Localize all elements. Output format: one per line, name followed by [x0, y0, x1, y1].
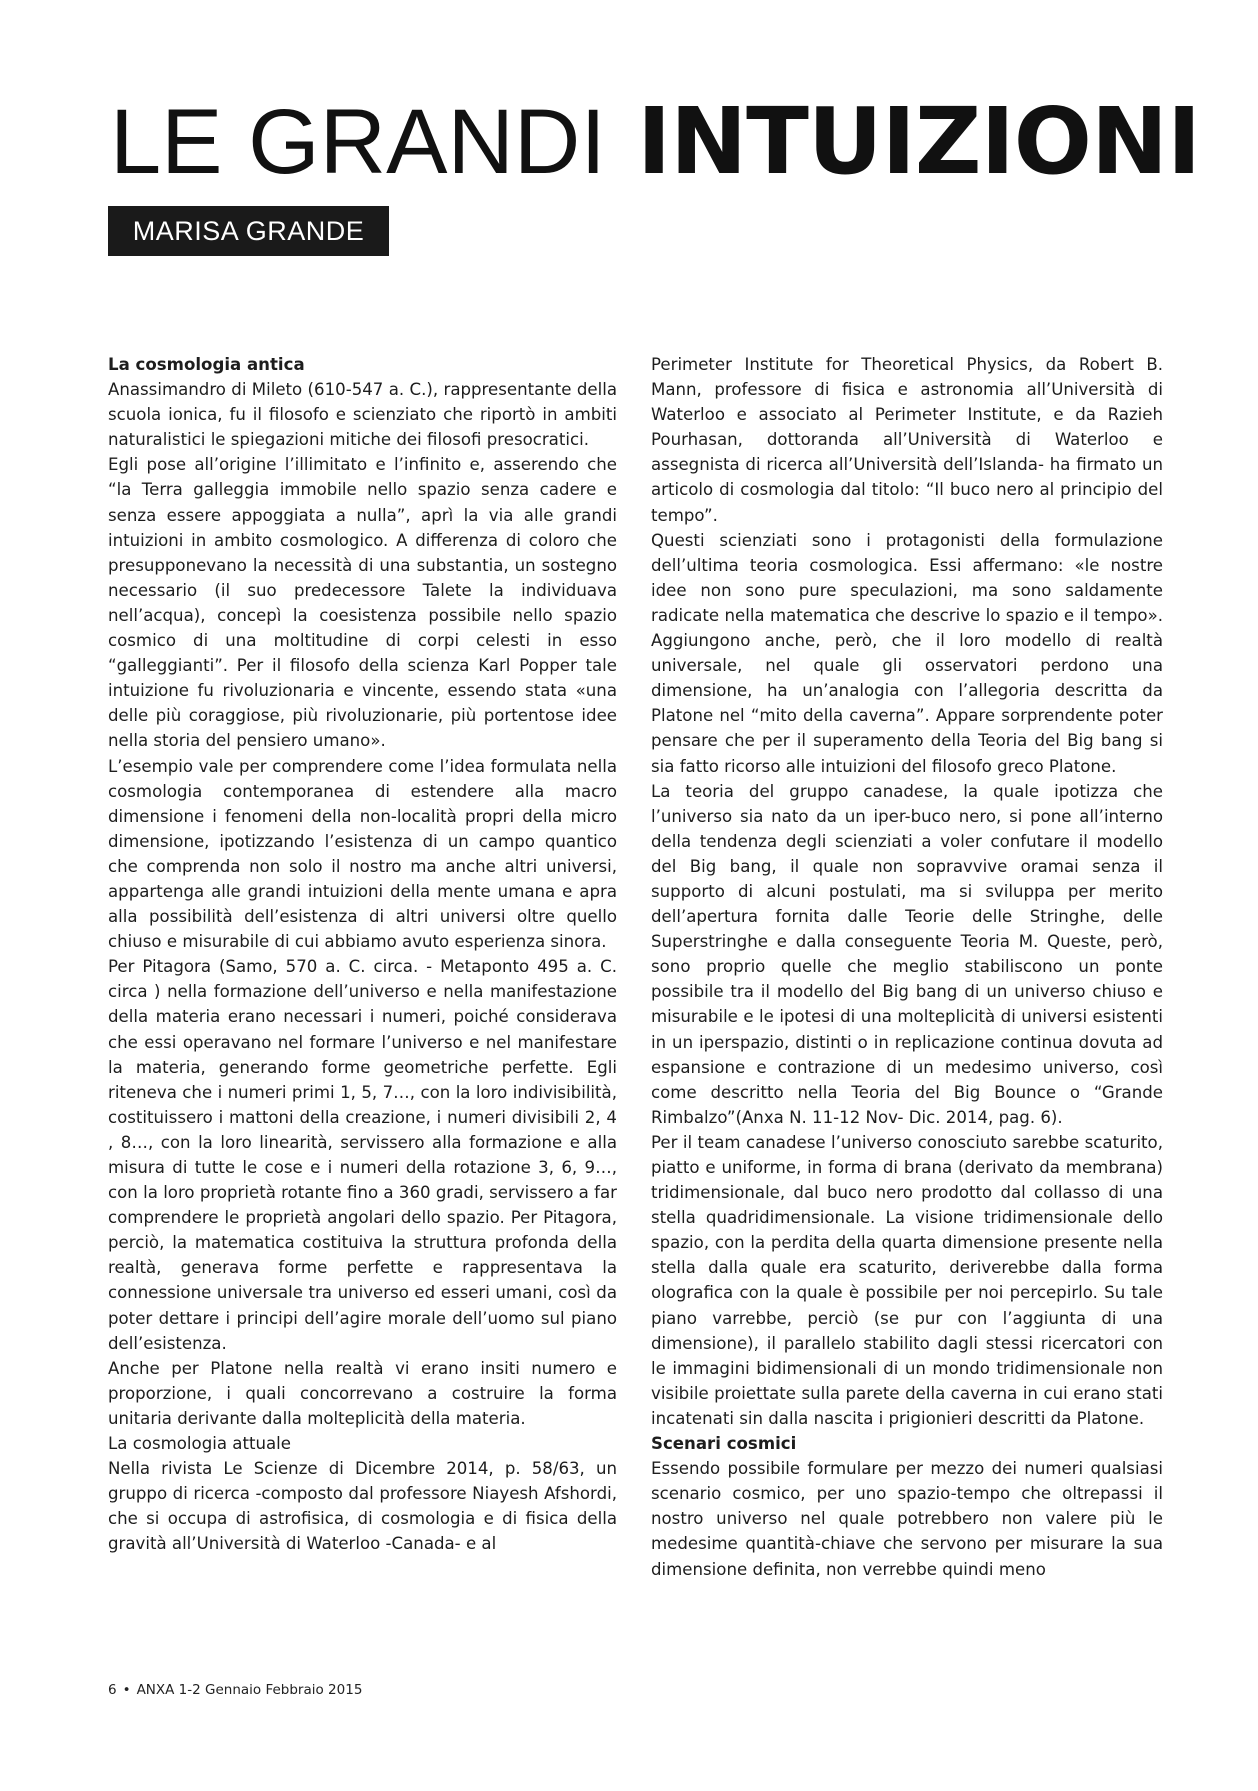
page-footer	[108, 1682, 362, 1698]
footer-bullet: •	[122, 1682, 131, 1698]
paragraph: Anche per Platone nella realtà vi erano insiti numero e proporzione, i quali concorrevano a costruire la forma unitaria derivante dalla molteplicità della materia.	[108, 1358, 617, 1428]
paragraph: Anassimandro di Mileto (610-547 a. C.), rappresentante della scuola ionica, fu il filosofo e scienziato che riportò in ambiti naturalistici le spiegazioni mitiche dei filosofi presocratici.	[108, 380, 617, 450]
paragraph: L’esempio vale per comprendere come l’idea formulata nella cosmologia contemporanea di estendere alla macro dimensione i fenomeni della non-località propri della micro dimensione, ipotizzando l’esistenza di un campo quantico che comprenda non solo il nostro ma anche altri universi, appartenga alle grandi intuizioni della mente umana e apra alla possibilità dell’esistenza di altri universi oltre quello chiuso e misurabile di cui abbiamo avuto esperienza sinora.	[108, 756, 617, 952]
paragraph: Questi scienziati sono i protagonisti della formulazione dell’ultima teoria cosmologica. Essi affermano: «le nostre idee non sono pure speculazioni, ma sono saldamente radicate nella matematica che descrive lo spazio e il tempo». Aggiungono anche, però, che il loro modello di realtà universale, nel quale gli osservatori perdono una dimensione, ha un’analogia con l’allegoria descritta da Platone nel “mito della caverna”. Appare sorprendente poter pensare che per il superamento della Teoria del Big bang si sia fatto ricorso alle intuizioni del filosofo greco Platone.	[651, 530, 1163, 776]
paragraph: Perimeter Institute for Theoretical Physics, da Robert B. Mann, professore di fisica e astronomia all’Università di Waterloo e associato al Perimeter Institute, e da Razieh Pourhasan, dottoranda all’Università di Waterloo e assegnista di ricerca all’Università dell’Islanda- ha firmato un articolo di cosmologia dal titolo: “Il buco nero al principio del tempo”.	[651, 355, 1163, 525]
author-name: MARISA GRANDE	[132, 215, 365, 246]
article-title	[110, 88, 1201, 195]
author-badge	[108, 206, 389, 256]
paragraph: Per il team canadese l’universo conosciuto sarebbe scaturito, piatto e uniforme, in forma di brana (derivato da membrana) tridimensionale, dal buco nero prodotto dal collasso di una stella quadridimensionale. La visione tridimensionale dello spazio, con la perdita della quarta dimensione presente nella stella dalla quale era scaturito, deriverebbe dalla forma olografica con la quale è possibile per noi percepirlo. Su tale piano varrebbe, perciò (se pur con l’aggiunta di una dimensione), il parallelo stabilito dagli stessi ricercatori con le immagini bidimensionali di un mondo tridimensionale non visibile proiettate sulla parete della caverna in cui erano stati incatenati sin dalla nascita i prigionieri descritti da Platone.	[651, 1132, 1163, 1428]
page-number: 6	[108, 1682, 117, 1698]
section-heading: La cosmologia antica	[108, 355, 305, 374]
paragraph: Essendo possibile formulare per mezzo dei numeri qualsiasi scenario cosmico, per uno spazio-tempo che oltrepassi il nostro universo nel quale potrebbero non valere più le medesime quantità-chiave che servono per misurare la sua dimensione definita, non verrebbe quindi meno	[651, 1459, 1163, 1579]
publication-info: ANXA 1-2 Gennaio Febbraio 2015	[136, 1682, 363, 1698]
title-light: LE GRANDI	[110, 91, 606, 193]
paragraph: Egli pose all’origine l’illimitato e l’infinito e, asserendo che “la Terra galleggia immobile nello spazio senza cadere e senza essere appoggiata a nulla”, aprì la via alle grandi intuizioni in ambito cosmologico. A differenza di coloro che presupponevano la necessità di una substantia, un sostegno necessario (il suo predecessore Talete la individuava nell’acqua), concepì la coesistenza possibile nello spazio cosmico di una moltitudine di corpi celesti in esso “galleggianti”. Per il filosofo della scienza Karl Popper tale intuizione fu rivoluzionaria e vincente, essendo stata «una delle più coraggiose, più rivoluzionarie, più portentose idee nella storia del pensiero umano».	[108, 455, 617, 751]
paragraph: Nella rivista Le Scienze di Dicembre 2014, p. 58/63, un gruppo di ricerca -composto dal professore Niayesh Afshordi, che si occupa di astrofisica, di cosmologia e di fisica della gravità all’Università di Waterloo -Canada- e al	[108, 1459, 617, 1554]
paragraph: La teoria del gruppo canadese, la quale ipotizza che l’universo sia nato da un iper-buco nero, si pone all’interno della tendenza degli scienziati a voler confutare il modello del Big bang, il quale non sopravvive oramai senza il supporto di alcuni postulati, ma si sviluppa per merito dell’apertura fornita dalle Teorie delle Stringhe, delle Superstringhe e dalla conseguente Teoria M. Queste, però, sono proprio quelle che meglio stabiliscono un ponte possibile tra il modello del Big bang di un universo chiuso e misurabile e le ipotesi di una molteplicità di universi esistenti in un iperspazio, distinti o in replicazione continua dovuta ad espansione e contrazione di un medesimo universo, così come descritto nella Teoria del Big Bounce o “Grande Rimbalzo”(Anxa N. 11-12 Nov- Dic. 2014, pag. 6).	[651, 781, 1163, 1127]
title-bold: INTUIZIONI	[636, 88, 1201, 195]
section-heading: Scenari cosmici	[651, 1434, 797, 1454]
paragraph: Per Pitagora (Samo, 570 a. C. circa. - Metaponto 495 a. C. circa ) nella formazione dell’universo e nella manifestazione della materia erano necessari i numeri, poiché considerava che essi operavano nel formare l’universo e nel manifestare la materia, generando forme geometriche perfette. Egli riteneva che i numeri primi 1, 5, 7…, con la loro indivisibilità, costituissero i mattoni della creazione, i numeri divisibili 2, 4 , 8…, con la loro linearità, servissero alla formazione e alla misura di tutte le cose e i numeri della rotazione 3, 6, 9…, con la loro proprietà rotante fino a 360 gradi, servissero a far comprendere le proprietà angolari dello spazio. Per Pitagora, perciò, la matematica costituiva la struttura profonda della realtà, generava forme perfette e rappresentava la connessione universale tra universo ed esseri umani, così da poter dettare i principi dell’agire morale dell’uomo sul piano dell’esistenza.	[108, 957, 617, 1353]
left-column	[108, 352, 617, 1557]
paragraph: La cosmologia attuale	[108, 1434, 291, 1454]
right-column	[651, 352, 1163, 1582]
